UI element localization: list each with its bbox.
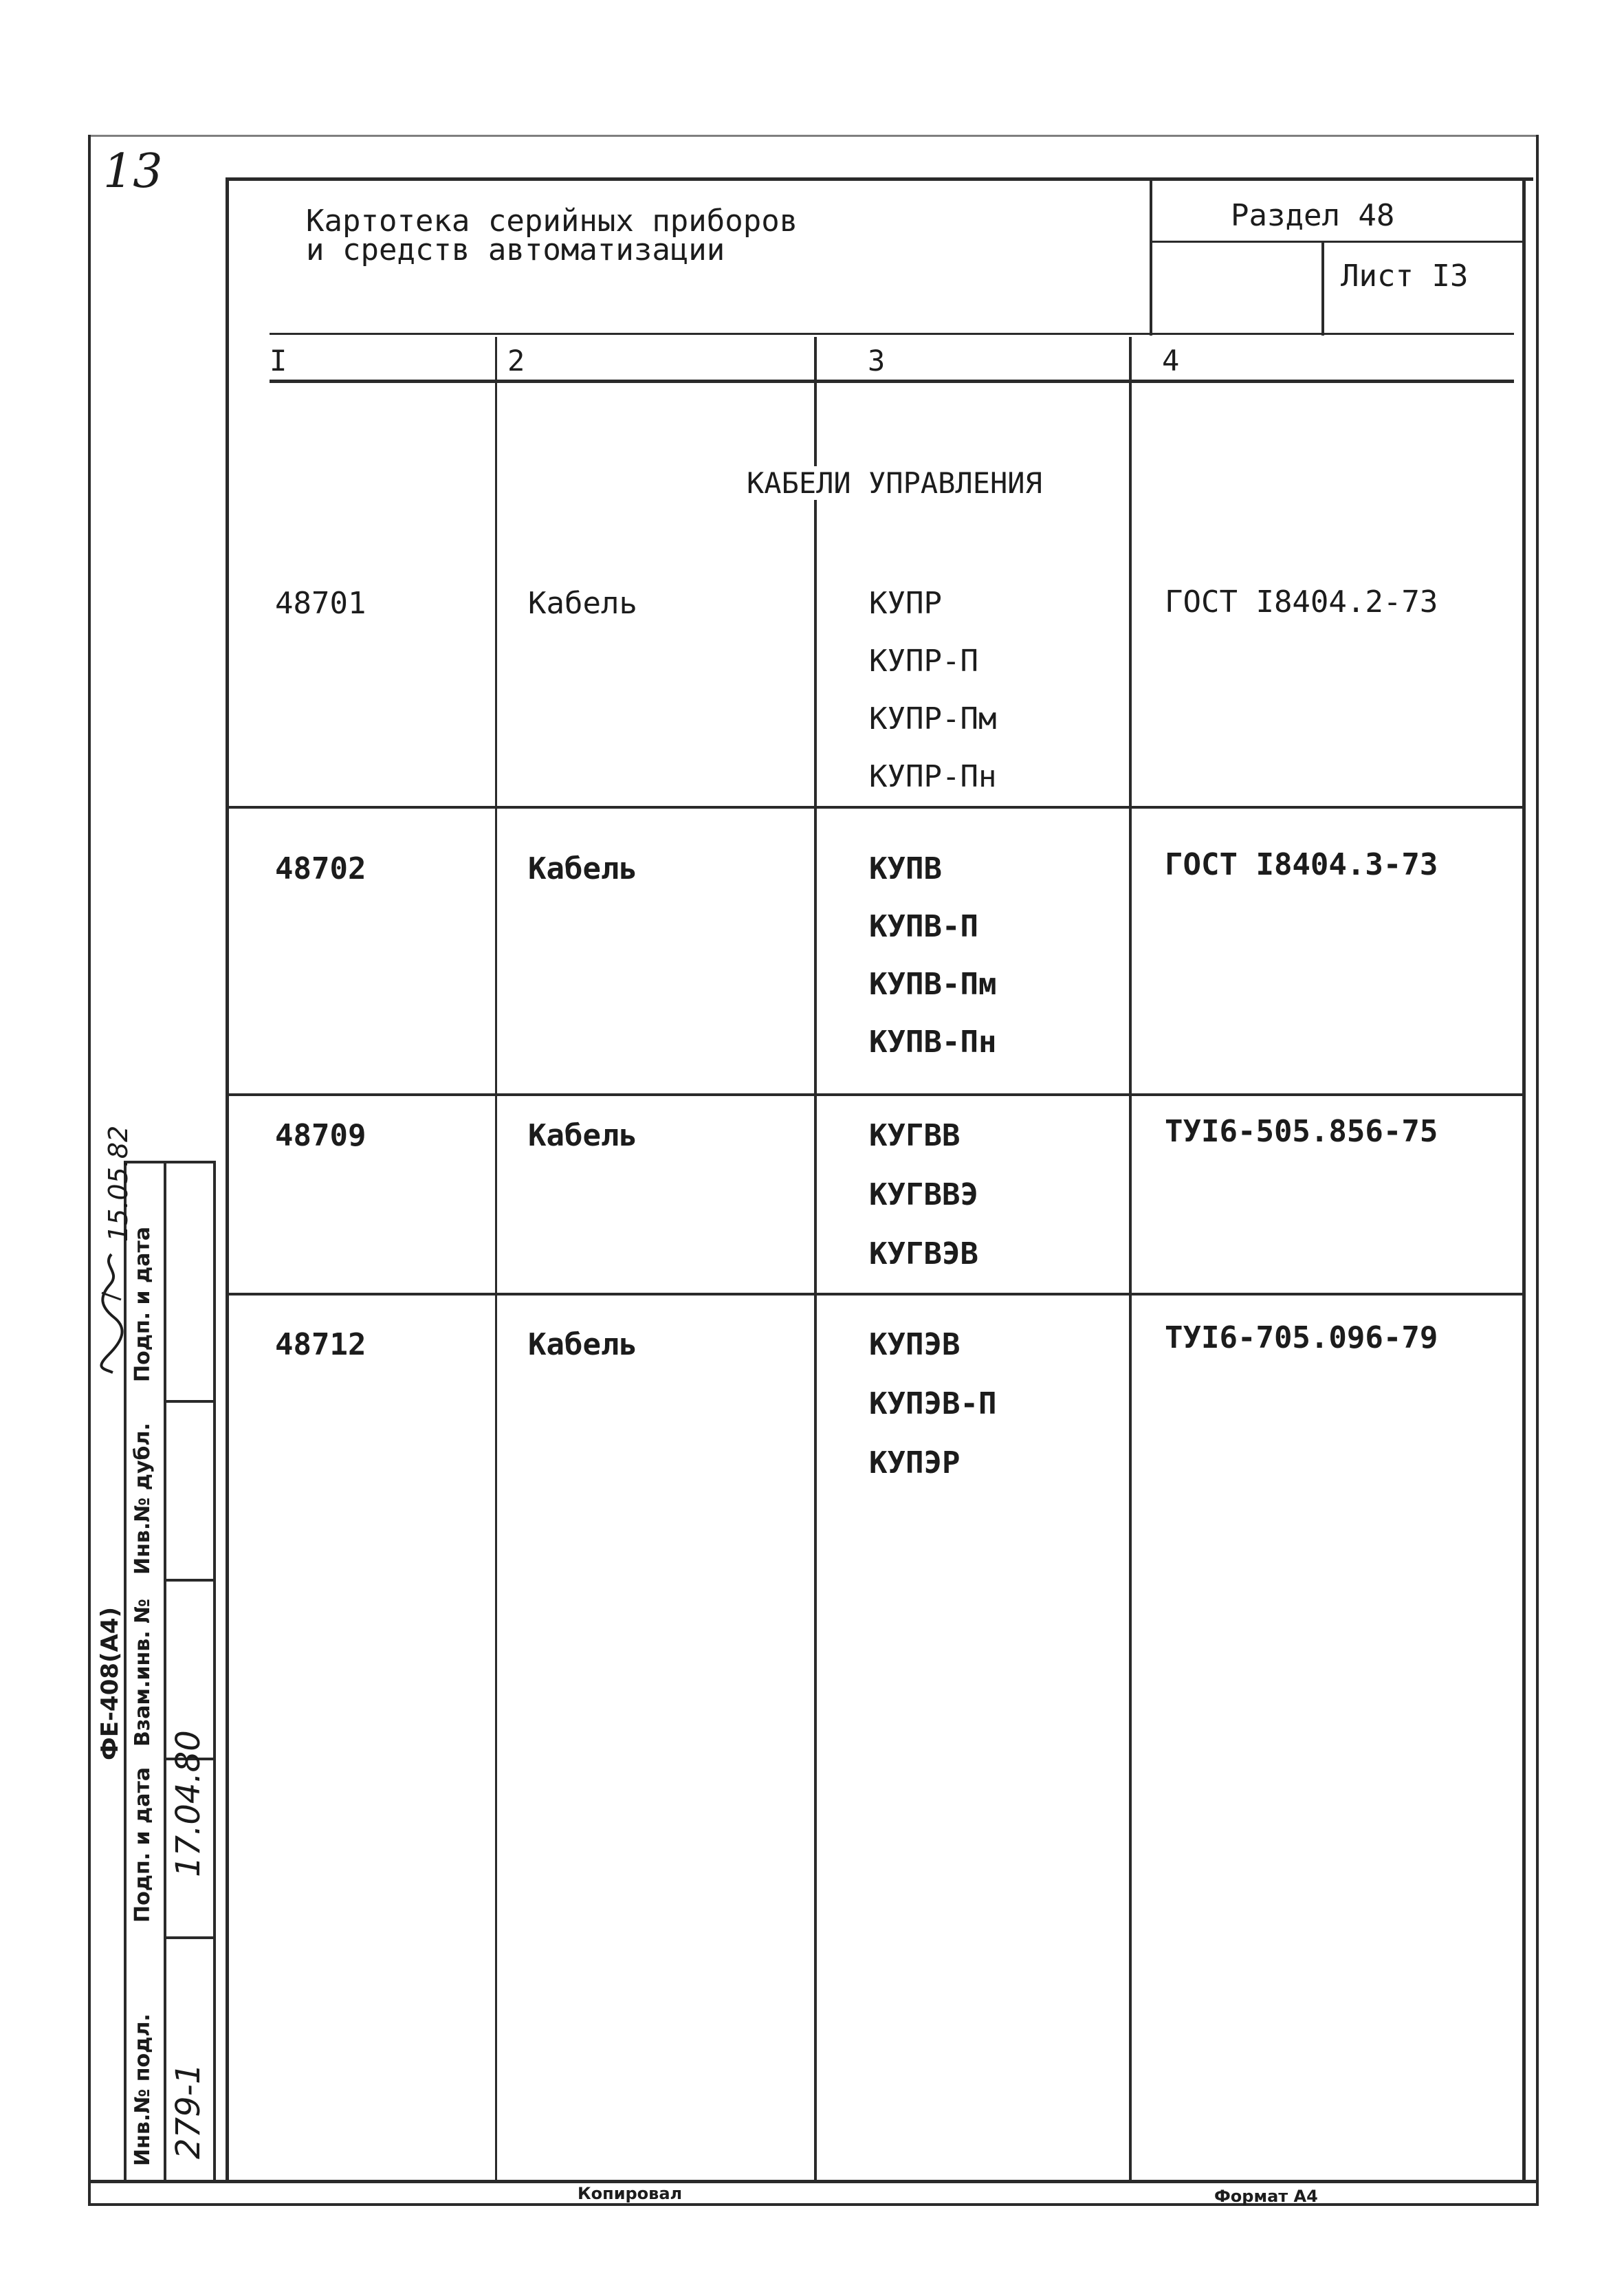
header-divider-vertical bbox=[1150, 177, 1152, 336]
row-3-name: Кабель bbox=[528, 1118, 637, 1153]
row-3-code: 48709 bbox=[275, 1118, 366, 1153]
section-heading: КАБЕЛИ УПРАВЛЕНИЯ bbox=[743, 466, 1046, 500]
stamp-row-divider-2 bbox=[164, 1579, 216, 1582]
vertical-form-code: ФЕ-408(А4) bbox=[96, 1606, 124, 1760]
row-3-model-2: КУГВВЭ bbox=[869, 1177, 978, 1212]
row-2-model-3: КУПВ-Пм bbox=[869, 967, 997, 1002]
stamp-top-border bbox=[124, 1161, 216, 1163]
row-2-model-4: КУПВ-Пн bbox=[869, 1025, 997, 1060]
column-divider-3-4 bbox=[1129, 337, 1132, 2180]
row-1-model-2: КУПР-П bbox=[869, 644, 978, 679]
stamp-row-divider-4 bbox=[164, 1936, 216, 1939]
row-2-name: Кабель bbox=[528, 851, 637, 886]
row-divider-3 bbox=[227, 1293, 1525, 1295]
row-2-model-2: КУПВ-П bbox=[869, 909, 978, 944]
inner-frame-bottom bbox=[88, 2180, 1539, 2183]
column-numbers-underline bbox=[270, 380, 1514, 383]
row-4-model-2: КУПЭВ-П bbox=[869, 1386, 997, 1421]
handwritten-sign-date: 17.04.80 bbox=[169, 1730, 208, 1877]
stamp-right-border bbox=[213, 1162, 216, 2183]
row-divider-1 bbox=[227, 806, 1525, 809]
row-3-standard: ТУI6-505.856-75 bbox=[1165, 1114, 1438, 1149]
row-divider-2 bbox=[227, 1093, 1525, 1096]
stamp-label-inv-original: Инв.№ подл. bbox=[131, 2013, 155, 2166]
row-4-name: Кабель bbox=[528, 1327, 637, 1362]
stamp-col-divider-1 bbox=[164, 1161, 166, 2183]
corner-page-number: 13 bbox=[103, 144, 163, 199]
row-3-model-3: КУГВЭВ bbox=[869, 1236, 978, 1271]
row-1-standard: ГОСТ I8404.2-73 bbox=[1165, 584, 1438, 620]
row-2-model-1: КУПВ bbox=[869, 851, 942, 886]
row-4-code: 48712 bbox=[275, 1327, 366, 1362]
sheet-label: Лист I3 bbox=[1341, 259, 1469, 294]
header-title-line1: Картотека серийных приборов bbox=[306, 204, 798, 239]
row-1-code: 48701 bbox=[275, 586, 366, 621]
section-label: Раздел 48 bbox=[1231, 198, 1395, 233]
column-divider-1-2 bbox=[495, 337, 497, 2180]
row-1-name: Кабель bbox=[528, 586, 637, 621]
header-title-line2: и средств автоматизации bbox=[306, 232, 725, 267]
column-number-2: 2 bbox=[507, 344, 525, 378]
row-4-model-1: КУПЭВ bbox=[869, 1327, 961, 1362]
handwritten-signature bbox=[96, 1251, 127, 1375]
stamp-label-sign-date-2: Подп. и дата bbox=[131, 1226, 155, 1382]
outer-frame-left bbox=[88, 135, 91, 2206]
handwritten-inv-number: 279-1 bbox=[169, 2063, 208, 2159]
stamp-row-divider-1 bbox=[164, 1400, 216, 1403]
outer-frame-right bbox=[1536, 135, 1539, 2206]
stamp-label-sign-date-1: Подп. и дата bbox=[131, 1767, 155, 1923]
row-2-standard: ГОСТ I8404.3-73 bbox=[1165, 847, 1438, 882]
outer-frame-top bbox=[88, 135, 1539, 137]
handwritten-top-date: 15.05.82 bbox=[103, 1125, 133, 1242]
inner-frame-left bbox=[226, 177, 229, 2182]
row-3-model-1: КУГВВ bbox=[869, 1118, 961, 1153]
row-1-model-4: КУПР-Пн bbox=[869, 759, 997, 794]
row-4-model-3: КУПЭР bbox=[869, 1445, 961, 1480]
header-bottom-line bbox=[270, 333, 1514, 335]
column-number-4: 4 bbox=[1162, 344, 1180, 378]
column-divider-2-3 bbox=[814, 337, 817, 2180]
column-number-1: I bbox=[270, 344, 287, 378]
row-1-model-3: КУПР-Пм bbox=[869, 701, 997, 736]
footer-copied-label: Копировал bbox=[578, 2184, 683, 2203]
stamp-label-replace-inv: Взам.инв. № bbox=[131, 1598, 155, 1747]
row-2-code: 48702 bbox=[275, 851, 366, 886]
row-1-model-1: КУПР bbox=[869, 586, 942, 621]
header-sheet-divider bbox=[1321, 241, 1324, 336]
header-section-divider bbox=[1150, 241, 1524, 243]
stamp-label-inv-duplicate: Инв.№ дубл. bbox=[131, 1423, 155, 1575]
inner-frame-right bbox=[1522, 177, 1526, 2182]
outer-frame-bottom bbox=[88, 2203, 1539, 2206]
column-number-3: 3 bbox=[868, 344, 886, 378]
row-4-standard: ТУI6-705.096-79 bbox=[1165, 1320, 1438, 1355]
footer-format-label: Формат А4 bbox=[1214, 2187, 1318, 2206]
inner-frame-top bbox=[227, 177, 1533, 181]
